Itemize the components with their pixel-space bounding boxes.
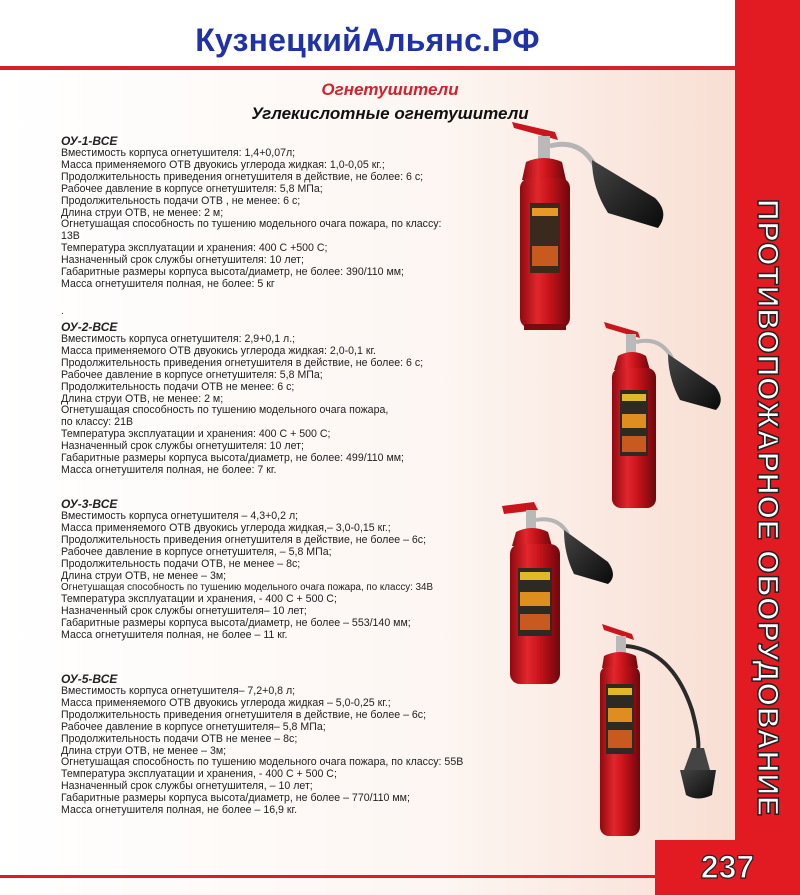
- spec-line: Назначенный срок службы огнетушителя, – 10 лет;: [61, 780, 313, 793]
- spec-line: Габаритные размеры корпуса высота/диаметр, не более: 499/110 мм;: [61, 452, 404, 465]
- section-title: Огнетушители: [321, 80, 459, 99]
- spec-line: Температура эксплуатации и хранения, - 400 С + 500 С;: [61, 593, 337, 606]
- spec-line: Масса применяемого ОТВ двуокись углерода жидкая: 1,0-0,05 кг.;: [61, 158, 385, 171]
- spec-line: Габаритные размеры корпуса высота/диаметр, не более – 553/140 мм;: [61, 617, 411, 630]
- site-title[interactable]: КузнецкийАльянс.РФ: [195, 22, 540, 58]
- product-name: ОУ-3-ВСЕ: [61, 497, 118, 511]
- spec-line: Продолжительность подачи ОТВ , не менее: 6 с;: [61, 194, 301, 207]
- spec-line: Масса огнетушителя полная, не более – 16,9 кг.: [61, 804, 298, 817]
- spec-line: Масса огнетушителя полная, не более – 11 кг.: [61, 629, 288, 642]
- spec-line: Масса огнетушителя полная, не более: 7 кг.: [61, 463, 277, 476]
- spec-line: Длина струи ОТВ, не менее: 2 м;: [61, 392, 224, 405]
- spec-line: Масса огнетушителя полная, не более: 5 кг: [61, 277, 275, 290]
- spec-line: Масса применяемого ОТВ двуокись углерода жидкая: 2,0-0,1 кг.: [61, 344, 376, 357]
- spec-line: Огнетушащая способность по тушению модельного очага пожара,: [61, 404, 389, 417]
- spec-line: Вместимость корпуса огнетушителя: 1,4+0,07л;: [61, 147, 296, 159]
- spec-line: Огнетушащая способность по тушению модельного очага пожара, по классу: 55В: [61, 756, 464, 769]
- spec-line: 13В: [61, 230, 80, 243]
- fire-extinguisher-ou-1-image: [500, 118, 675, 333]
- spec-line: Продолжительность приведения огнетушителя в действие, не более: 6 с;: [61, 170, 424, 183]
- spec-line: Длина струи ОТВ, не менее – 3м;: [61, 569, 227, 582]
- spec-line: Назначенный срок службы огнетушителя: 10 лет;: [61, 254, 304, 267]
- product-ou-2: [61, 320, 423, 477]
- spec-line: Продолжительность подачи ОТВ не менее – 8с;: [61, 732, 298, 745]
- page-number-box: [655, 840, 800, 895]
- spec-line: Вместимость корпуса огнетушителя – 4,3+0,2 л;: [61, 510, 299, 522]
- spec-line: Масса применяемого ОТВ двуокись углерода жидкая – 5,0-0,25 кг.;: [61, 696, 391, 709]
- product-name: ОУ-2-ВСЕ: [61, 320, 118, 334]
- spec-line: Назначенный срок службы огнетушителя– 10 лет;: [61, 605, 307, 618]
- spec-line: Температура эксплуатации и хранения, - 400 С + 500 С;: [61, 768, 337, 781]
- spec-line: Продолжительность подачи ОТВ, не менее – 8с;: [61, 557, 301, 570]
- spec-line: Рабочее давление в корпусе огнетушителя– 5,8 МПа;: [61, 720, 326, 733]
- section-subtitle: Углекислотные огнетушители: [251, 104, 529, 123]
- footer-divider: [0, 875, 655, 878]
- spec-line: Продолжительность приведения огнетушителя в действие, не более – 6с;: [61, 708, 427, 721]
- fire-extinguisher-ou-2-image: [600, 318, 730, 513]
- product-ou-1: [61, 134, 441, 291]
- spec-line: Рабочее давление в корпусе огнетушителя: 5,8 МПа;: [61, 182, 323, 195]
- spec-line: Огнетушащая способность по тушению модельного очага пожара, по классу:: [61, 218, 442, 231]
- product-name: ОУ-5-ВСЕ: [61, 672, 118, 686]
- spec-line: Назначенный срок службы огнетушителя: 10 лет;: [61, 440, 304, 453]
- spec-line: Вместимость корпуса огнетушителя: 2,9+0,1 л.;: [61, 333, 296, 345]
- spec-line: Температура эксплуатации и хранения: 400 С + 500 С;: [61, 428, 331, 441]
- page-number: 237: [700, 849, 755, 885]
- header-divider: [0, 66, 735, 70]
- product-ou-3: [61, 497, 433, 642]
- spec-line: Длина струи ОТВ, не менее – 3м;: [61, 744, 227, 757]
- stray-dot: .: [61, 306, 64, 317]
- spec-line: Продолжительность подачи ОТВ не менее: 6 с;: [61, 380, 295, 393]
- spec-line: Вместимость корпуса огнетушителя– 7,2+0,8 л;: [61, 685, 296, 697]
- spec-line: Рабочее давление в корпусе огнетушителя, – 5,8 МПа;: [61, 545, 332, 558]
- spec-line: по классу: 21В: [61, 416, 134, 429]
- spec-line: Продолжительность приведения огнетушителя в действие, не более – 6с;: [61, 533, 427, 546]
- product-name: ОУ-1-ВСЕ: [61, 134, 118, 148]
- spec-line: Температура эксплуатации и хранения: 400 С +500 С;: [61, 242, 328, 255]
- spec-line: Габаритные размеры корпуса высота/диаметр, не более – 770/110 мм;: [61, 792, 410, 805]
- spec-line: Огнетушащая способность по тушению модельного очага пожара, по классу: 34В: [61, 582, 434, 594]
- spec-line: Продолжительность приведения огнетушителя в действие, не более: 6 с;: [61, 356, 424, 369]
- product-ou-5: [61, 672, 463, 817]
- spec-line: Длина струи ОТВ, не менее: 2 м;: [61, 206, 224, 219]
- sidebar-category-label: ПРОТИВОПОЖАРНОЕ ОБОРУДОВАНИЕ: [751, 198, 784, 818]
- fire-extinguisher-ou-5-image: [592, 620, 722, 840]
- spec-line: Габаритные размеры корпуса высота/диаметр, не более: 390/110 мм;: [61, 266, 404, 279]
- spec-line: Рабочее давление в корпусе огнетушителя: 5,8 МПа;: [61, 368, 323, 381]
- spec-line: Масса применяемого ОТВ двуокись углерода жидкая,– 3,0-0,15 кг.;: [61, 521, 391, 534]
